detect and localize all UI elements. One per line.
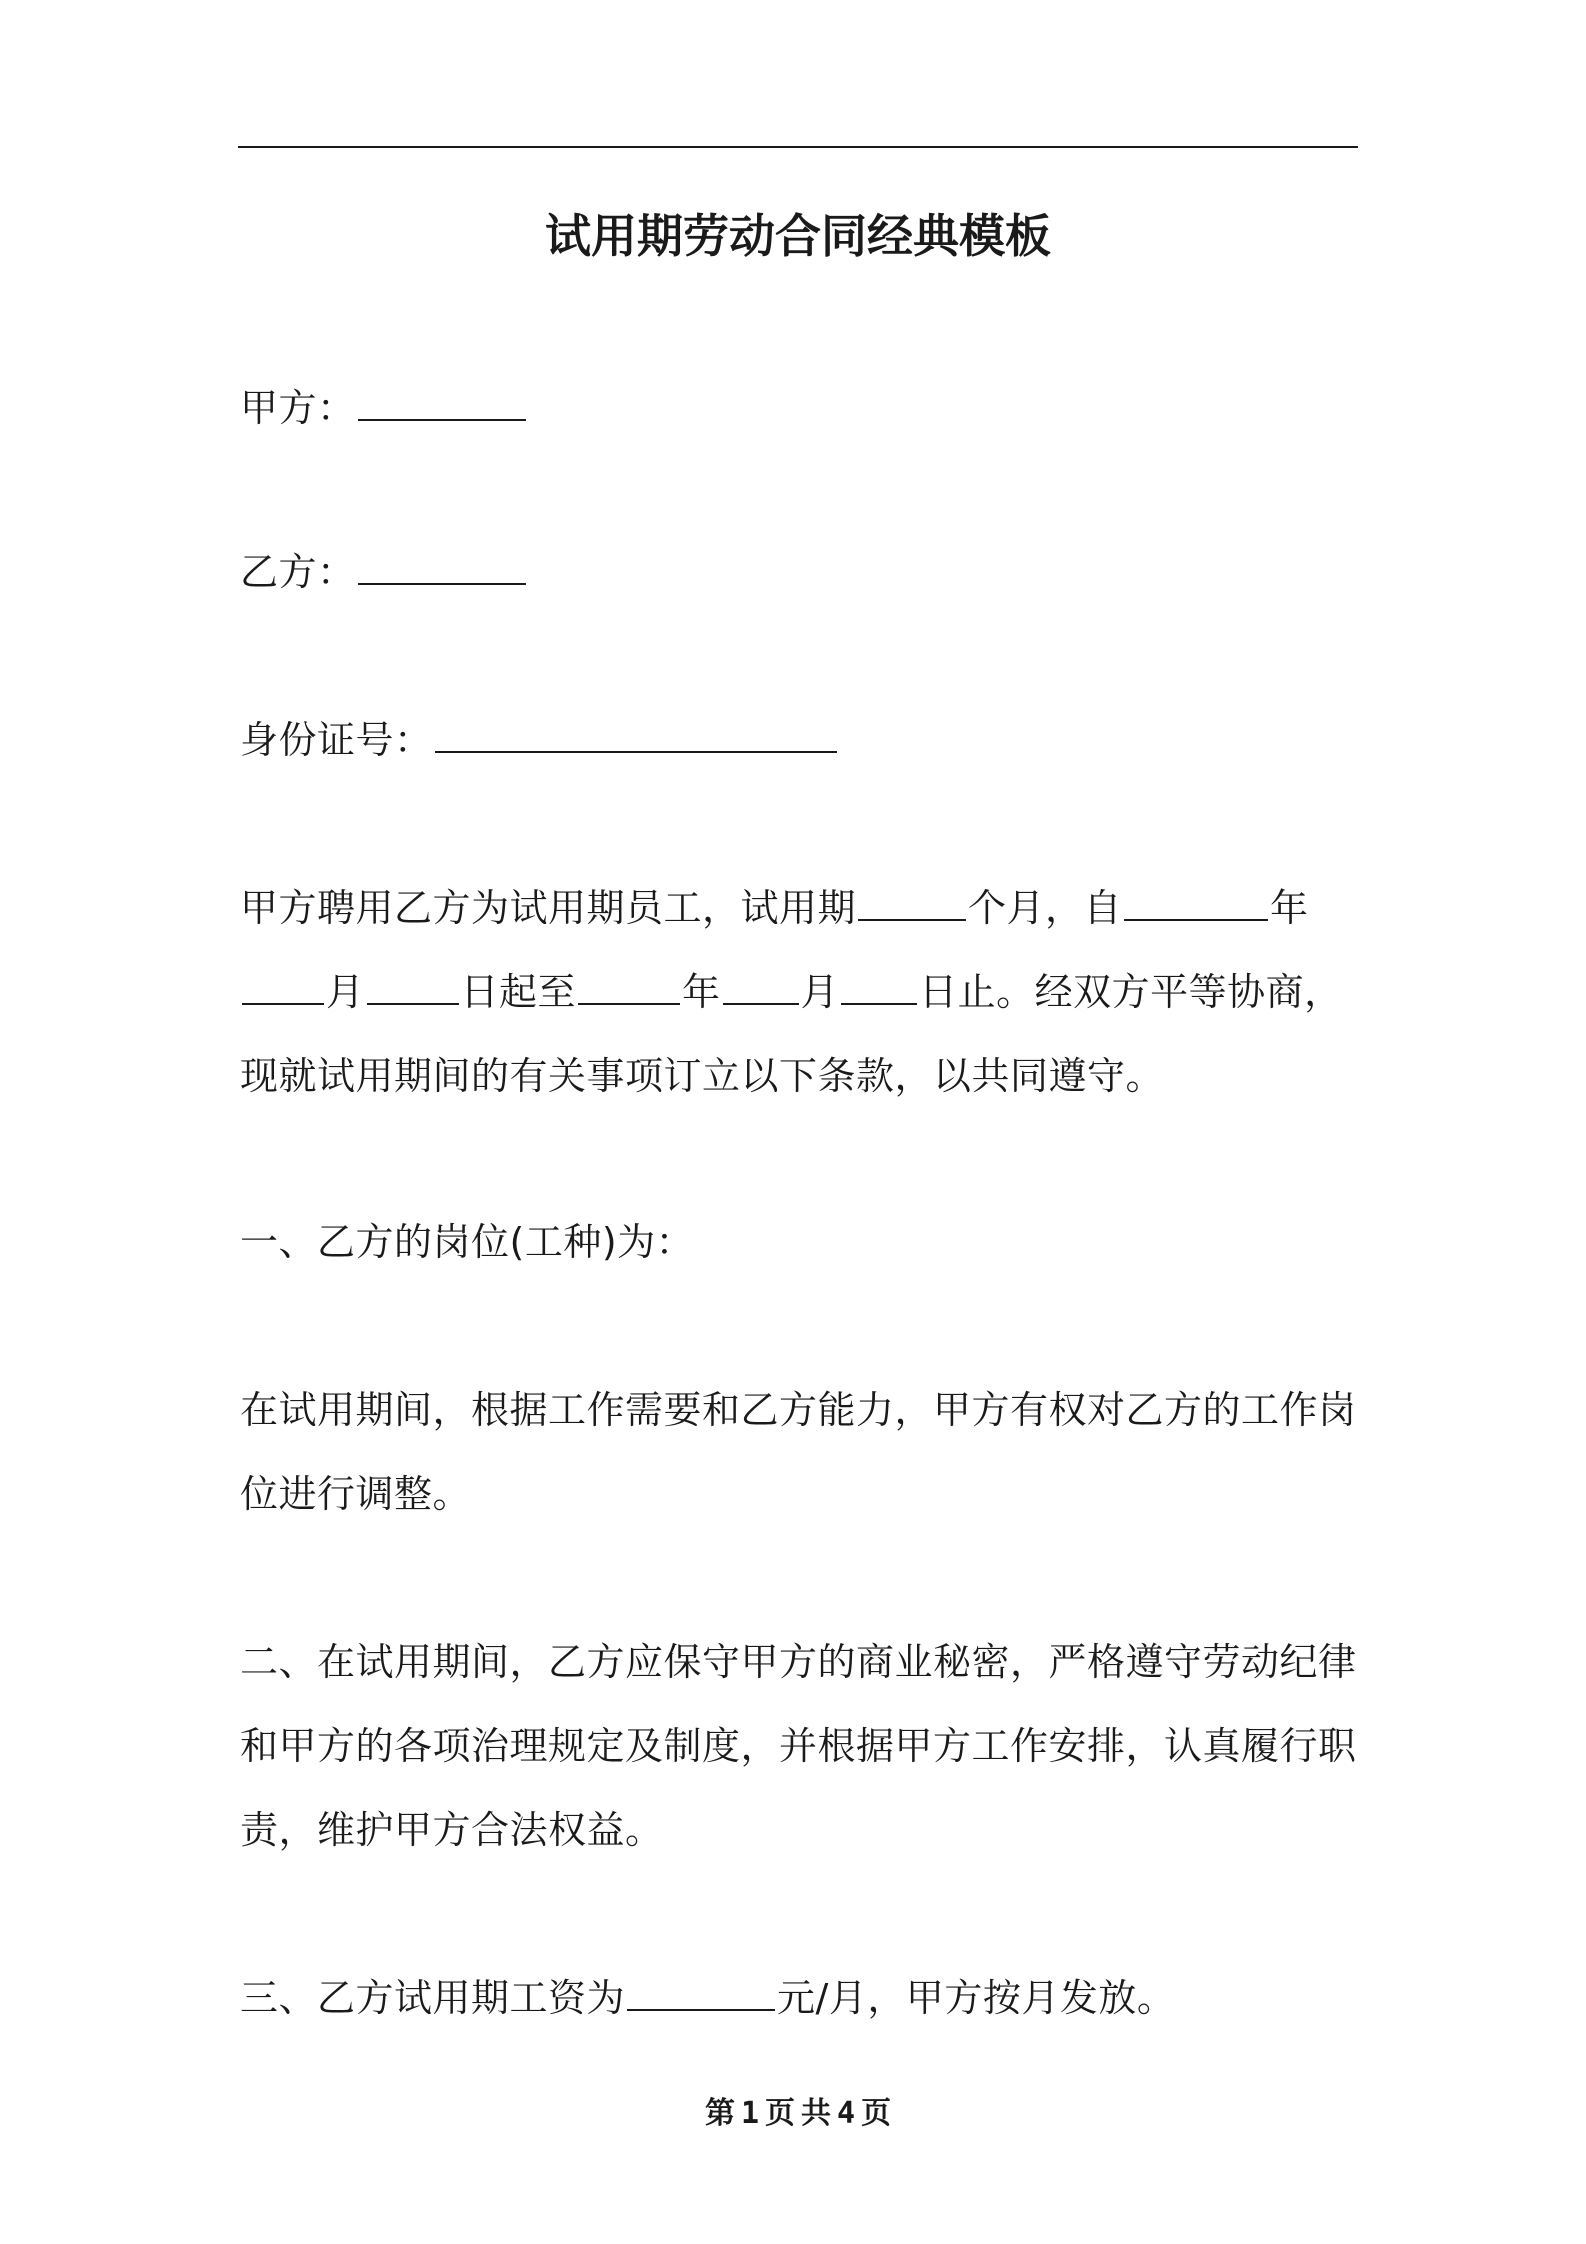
party-b-blank[interactable] <box>358 553 526 585</box>
intro-text-6: 年 <box>682 970 721 1014</box>
intro-text-5: 日起至 <box>460 970 577 1014</box>
header-rule <box>238 146 1358 148</box>
intro-text-1: 甲方聘用乙方为试用期员工，试用期 <box>240 886 857 930</box>
party-b-line <box>240 530 1358 614</box>
end-year-blank[interactable] <box>578 973 680 1005</box>
document-title: 试用期劳动合同经典模板 <box>545 209 1051 263</box>
end-day-blank[interactable] <box>841 973 917 1005</box>
footer-word-ye: 页 <box>765 2096 795 2131</box>
salary-blank[interactable] <box>627 1979 775 2011</box>
total-pages-number: 4 <box>837 2096 856 2131</box>
id-number-label: 身份证号： <box>240 718 433 762</box>
party-a-line <box>240 366 1358 450</box>
clause-1-heading: 一、乙方的岗位(工种)为： <box>240 1220 695 1264</box>
party-a-label: 甲方： <box>240 386 356 430</box>
start-month-blank[interactable] <box>242 973 324 1005</box>
intro-text-4: 月 <box>326 970 365 1014</box>
footer-word-di: 第 <box>704 2096 735 2131</box>
intro-text-2: 个月，自 <box>968 886 1123 930</box>
start-day-blank[interactable] <box>367 973 459 1005</box>
id-number-blank[interactable] <box>435 721 837 753</box>
current-page-number: 1 <box>740 2096 759 2131</box>
clause-1-body: 在试用期间，根据工作需要和乙方能力，甲方有权对乙方的工作岗位进行调整。 <box>240 1388 1357 1516</box>
party-b-label: 乙方： <box>240 550 356 594</box>
intro-paragraph <box>240 866 1358 1118</box>
intro-text-7: 月 <box>800 970 840 1014</box>
start-year-blank[interactable] <box>1124 889 1268 921</box>
probation-months-blank[interactable] <box>858 889 966 921</box>
clause-3-text-2: 元/月，甲方按月发放。 <box>777 1976 1176 2020</box>
clause-2: 二、在试用期间，乙方应保守甲方的商业秘密，严格遵守劳动纪律和甲方的各项治理规定及制度，并根据甲方工作安排，认真履行职责，维护甲方合法权益。 <box>240 1640 1357 1852</box>
footer-word-gong: 共 <box>801 2096 831 2131</box>
page-footer <box>238 2094 1358 2134</box>
intro-text-3: 年 <box>1270 886 1309 930</box>
footer-word-ye-2: 页 <box>861 2096 892 2131</box>
end-month-blank[interactable] <box>723 973 799 1005</box>
intro-text-8: 日止。经双方平等协商，现就试用期间的有关事项订立以下条款，以共同遵守。 <box>240 970 1343 1098</box>
clause-3 <box>240 1956 1358 2040</box>
id-number-line <box>240 698 1358 782</box>
clause-3-text-1: 三、乙方试用期工资为 <box>240 1976 626 2020</box>
party-a-blank[interactable] <box>358 389 526 421</box>
